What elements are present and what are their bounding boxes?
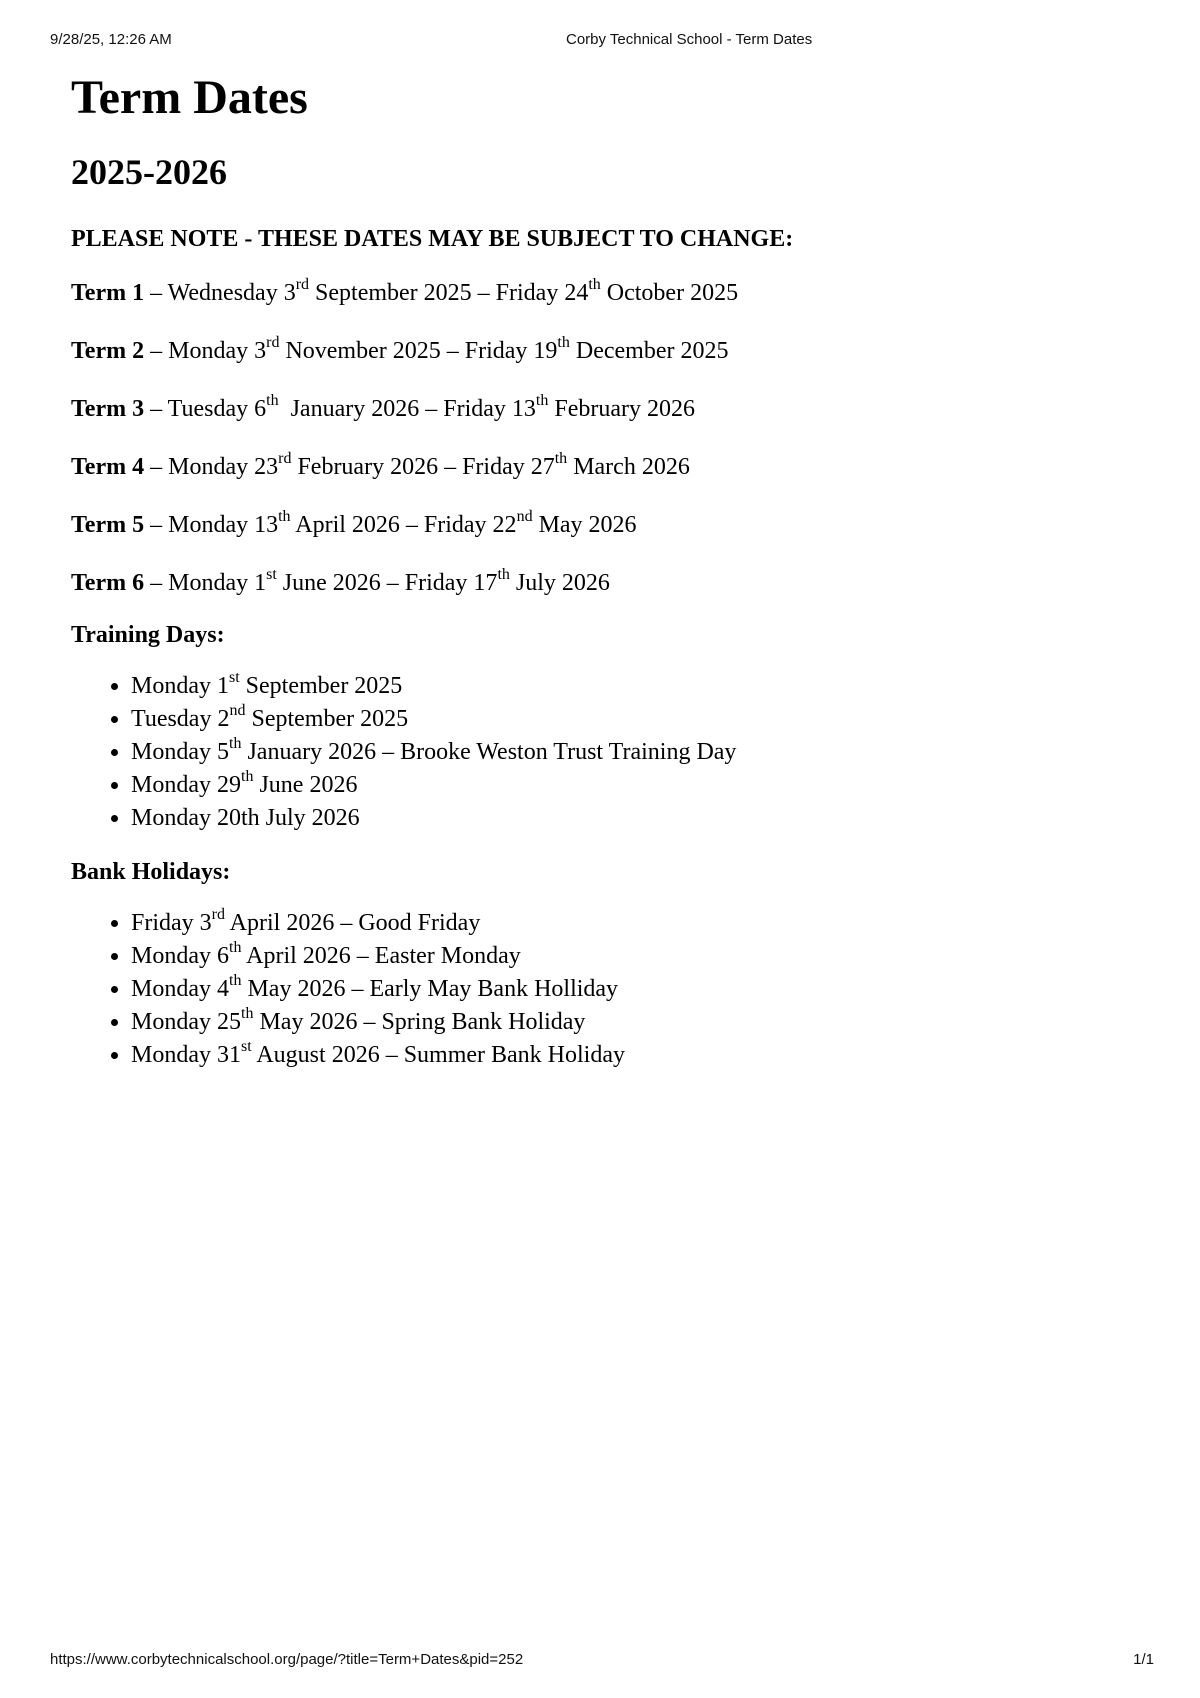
term-label: Term 5	[71, 512, 145, 538]
term-label: Term 2	[71, 338, 145, 364]
print-datetime: 9/28/25, 12:26 AM	[50, 31, 172, 48]
ordinal-suffix: th	[241, 1005, 254, 1022]
item-text: Monday 4	[131, 976, 229, 1002]
list-item	[131, 769, 1151, 802]
year-heading: 2025-2026	[71, 152, 227, 192]
print-page-title: Corby Technical School - Term Dates	[566, 31, 813, 48]
term-text: November 2025 – Friday 19	[279, 338, 558, 364]
item-text: Monday 31	[131, 1042, 241, 1068]
item-text: September 2025	[239, 673, 403, 699]
ordinal-suffix: th	[278, 508, 291, 525]
list-item	[131, 703, 1151, 736]
term-label: Term 1	[71, 280, 145, 306]
term-text: – Monday 1	[144, 570, 267, 596]
item-text: August 2026 – Summer Bank Holiday	[251, 1042, 625, 1068]
term-text: October 2025	[600, 280, 739, 306]
ordinal-suffix: rd	[278, 450, 292, 467]
print-page-count: 1/1	[1133, 1651, 1154, 1668]
item-text: April 2026 – Easter Monday	[241, 943, 521, 969]
term-text: February 2026	[548, 396, 695, 422]
list-item	[131, 973, 1151, 1006]
bank-holidays-list	[71, 907, 1151, 1072]
change-notice: PLEASE NOTE - THESE DATES MAY BE SUBJECT TO CHANGE:	[71, 226, 794, 252]
training-days-list	[71, 670, 1151, 835]
list-item	[131, 1006, 1151, 1039]
print-url: https://www.corbytechnicalschool.org/page/?title=Term+Dates&pid=252	[50, 1651, 524, 1668]
ordinal-suffix: st	[229, 669, 240, 686]
ordinal-suffix: th	[266, 392, 279, 409]
item-text: Monday 29	[131, 772, 241, 798]
term-text: February 2026 – Friday 27	[291, 454, 555, 480]
item-text: Monday 5	[131, 739, 229, 765]
ordinal-suffix: st	[266, 566, 277, 583]
item-text: May 2026 – Early May Bank Holliday	[241, 976, 619, 1002]
print-header	[0, 31, 1200, 51]
list-item	[131, 1039, 1151, 1072]
list-item	[131, 907, 1151, 940]
term-text: April 2026 – Friday 22	[290, 512, 517, 538]
term-line	[71, 278, 1151, 308]
ordinal-suffix: th	[497, 566, 510, 583]
item-text: Monday 6	[131, 943, 229, 969]
term-text: July 2026	[509, 570, 610, 596]
list-item	[131, 670, 1151, 703]
item-text: Monday 1	[131, 673, 229, 699]
training-days-title: Training Days:	[71, 622, 225, 648]
list-item	[131, 736, 1151, 769]
term-text: March 2026	[567, 454, 690, 480]
term-text: – Wednesday 3	[144, 280, 296, 306]
ordinal-suffix: th	[229, 972, 242, 989]
term-line	[71, 394, 1151, 424]
list-item	[131, 940, 1151, 973]
term-line	[71, 452, 1151, 482]
term-text: – Monday 23	[144, 454, 279, 480]
term-text: – Monday 3	[144, 338, 267, 364]
term-text: January 2026 – Friday 13	[278, 396, 536, 422]
print-footer	[0, 1651, 1200, 1671]
item-text: Friday 3	[131, 910, 212, 936]
term-line	[71, 568, 1151, 598]
ordinal-suffix: th	[241, 768, 254, 785]
ordinal-suffix: th	[588, 276, 601, 293]
term-label: Term 3	[71, 396, 145, 422]
item-text: June 2026	[253, 772, 358, 798]
page-title: Term Dates	[71, 71, 308, 124]
ordinal-suffix: th	[229, 939, 242, 956]
item-text: Tuesday 2	[131, 706, 230, 732]
term-line	[71, 336, 1151, 366]
bank-holidays-title: Bank Holidays:	[71, 859, 231, 885]
term-label: Term 4	[71, 454, 145, 480]
term-text: September 2025 – Friday 24	[309, 280, 589, 306]
ordinal-suffix: rd	[295, 276, 310, 293]
ordinal-suffix: th	[557, 334, 570, 351]
item-text: September 2025	[245, 706, 409, 732]
item-text: May 2026 – Spring Bank Holiday	[253, 1009, 586, 1035]
term-text: – Monday 13	[144, 512, 279, 538]
term-text: June 2026 – Friday 17	[276, 570, 498, 596]
item-text: Monday 20th July 2026	[131, 805, 360, 831]
ordinal-suffix: rd	[266, 334, 280, 351]
term-text: – Tuesday 6	[144, 396, 267, 422]
item-text: Monday 25	[131, 1009, 241, 1035]
document-content	[71, 62, 1151, 1072]
ordinal-suffix: th	[535, 392, 549, 409]
term-text: May 2026	[532, 512, 637, 538]
item-text: April 2026 – Good Friday	[225, 910, 481, 936]
term-label: Term 6	[71, 570, 145, 596]
terms-section	[71, 278, 1151, 598]
list-item	[131, 802, 1151, 835]
ordinal-suffix: nd	[229, 702, 246, 719]
term-text: December 2025	[569, 338, 729, 364]
item-text: January 2026 – Brooke Weston Trust Training Day	[241, 739, 737, 765]
ordinal-suffix: rd	[211, 906, 225, 923]
term-line	[71, 510, 1151, 540]
ordinal-suffix: st	[241, 1038, 252, 1055]
ordinal-suffix: th	[554, 450, 568, 467]
ordinal-suffix: th	[229, 735, 242, 752]
ordinal-suffix: nd	[516, 508, 533, 525]
